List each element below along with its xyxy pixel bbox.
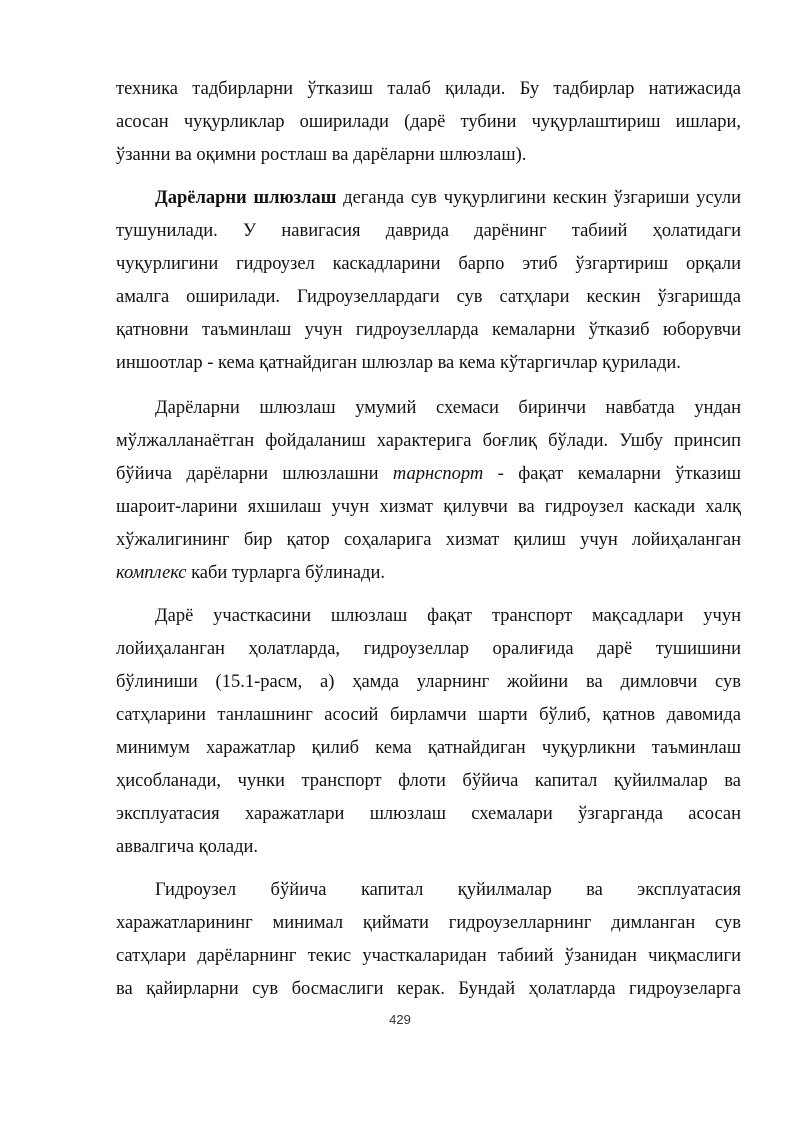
text-line: мўлжалланаётган фойдаланиш характерига боғлиқ бўлади. Ушбу принсип bbox=[116, 431, 741, 451]
paragraph-first-line: Дарё участкасини шлюзлаш фақат транспорт мақсадлари учун bbox=[155, 606, 741, 626]
text-fragment: бўйича дарёларни шлюзлашни bbox=[116, 464, 379, 484]
text-line: иншоотлар - кема қатнайдиган шлюзлар ва кема кўтаргичлар қурилади. bbox=[116, 353, 681, 373]
text-fragment: каби турларга бўлинади. bbox=[186, 563, 385, 583]
text-line: эксплуатасия харажатлари шлюзлаш схемалари ўзгарганда асосан bbox=[116, 804, 741, 824]
italic-term: тарнспорт bbox=[392, 464, 484, 484]
text-line: тушунилади. У навигасия даврида дарёнинг табиий ҳолатидаги bbox=[116, 221, 741, 241]
text-line: ҳисобланади, чунки транспорт флоти бўйича капитал қуйилмалар ва bbox=[116, 771, 741, 791]
page-number: 429 bbox=[389, 1012, 411, 1027]
text-line: сатҳлари дарёларнинг текис участкаларидан табиий ўзанидан чиқмаслиги bbox=[116, 946, 741, 966]
text-line: асосан чуқурликлар оширилади (дарё тубини чуқурлаштириш ишлари, bbox=[116, 112, 741, 132]
text-line bbox=[116, 462, 741, 486]
text-fragment: - фақат кемаларни ўтказиш bbox=[483, 464, 742, 484]
text-line: ва қайирларни сув босмаслиги керак. Бундай ҳолатларда гидроузеларга bbox=[116, 979, 741, 999]
paragraph-first-line: Гидроузел бўйича капитал қуйилмалар ва эксплуатасия bbox=[155, 880, 741, 900]
text-line: амалга оширилади. Гидроузеллардаги сув сатҳлари кескин ўзгаришда bbox=[116, 287, 741, 307]
text-line: хўжалигининг бир қатор соҳаларига хизмат қилиш учун лойиҳаланган bbox=[116, 530, 741, 550]
text-line: бўлиниши (15.1-расм, а) ҳамда уларнинг жойини ва димловчи сув bbox=[116, 672, 741, 692]
text-line: харажатларининг минимал қиймати гидроузелларнинг димланган сув bbox=[116, 913, 741, 933]
paragraph-first-line bbox=[155, 186, 741, 210]
text-fragment: деганда сув чуқурлигини кескин ўзгариши усули bbox=[336, 188, 742, 208]
text-line: чуқурлигини гидроузел каскадларини барпо этиб ўзгартириш орқали bbox=[116, 254, 741, 274]
text-line: лойиҳаланган ҳолатларда, гидроузеллар оралиғида дарё тушишини bbox=[116, 639, 741, 659]
text-line: минимум харажатлар қилиб кема қатнайдиган чуқурликни таъминлаш bbox=[116, 738, 741, 758]
text-line: аввалгича қолади. bbox=[116, 837, 259, 857]
bold-term: Дарёларни шлюзлаш bbox=[155, 188, 337, 208]
text-line: шароит-ларини яхшилаш учун хизмат қилувчи ва гидроузел каскади халқ bbox=[116, 497, 741, 517]
text-line: ўзанни ва оқимни ростлаш ва дарёларни шлюзлаш). bbox=[116, 145, 527, 165]
italic-term: комплекс bbox=[116, 563, 187, 583]
text-line: қатновни таъминлаш учун гидроузелларда кемаларни ўтказиб юборувчи bbox=[116, 320, 741, 340]
text-line: сатҳларини танлашнинг асосий бирламчи шарти бўлиб, қатнов давомида bbox=[116, 705, 741, 725]
paragraph-first-line: Дарёларни шлюзлаш умумий схемаси биринчи навбатда ундан bbox=[155, 398, 741, 418]
text-line: техника тадбирларни ўтказиш талаб қилади. Бу тадбирлар натижасида bbox=[116, 79, 741, 99]
text-line bbox=[116, 561, 741, 585]
